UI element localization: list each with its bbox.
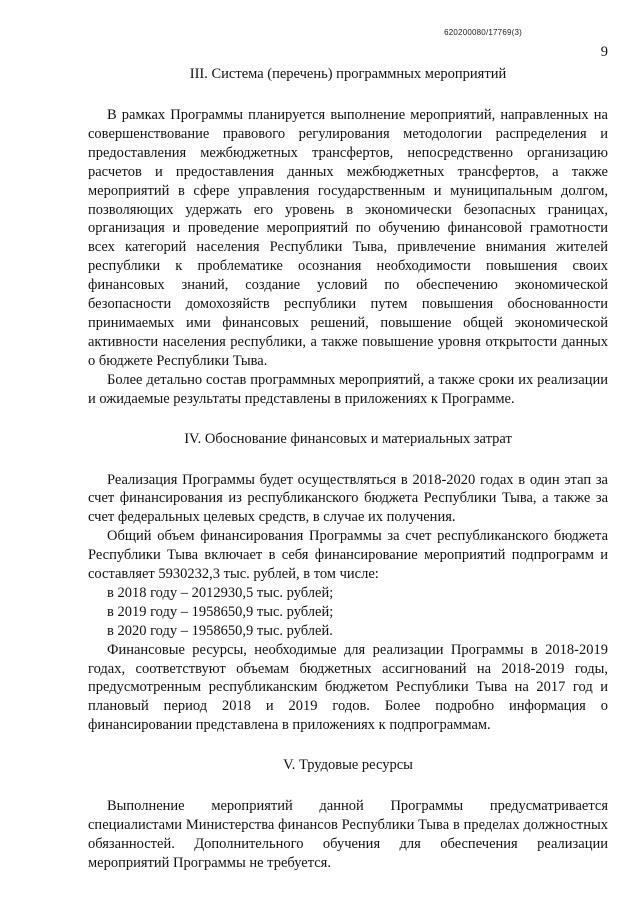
funding-2018-line: в 2018 году – 2012930,5 тыс. рублей; (107, 584, 334, 601)
section-3-title: III. Система (перечень) программных мероприятий (189, 66, 507, 82)
section-5-paragraph-1: Выполнение мероприятий данной Программы предусматривается специалистами Министерства финансов Республики Тыва в пределах должностных обязанностей. Дополнительного обучения для обеспечения реализации мероприятий Программы не требуется. (88, 798, 608, 871)
section-4-paragraph-3: Финансовые ресурсы, необходимые для реализации Программы в 2018-2019 годах, соответствуют объемам бюджетных ассигнований на 2018-2019 годы, предусмотренным республиканским бюджетом Республики Тыва на 2017 год и плановый период 2018 и 2019 годов. Более подробно информация о финансировании представлена в приложениях к подпрограммам. (88, 641, 608, 734)
section-4-paragraph-1: Реализация Программы будет осуществляться в 2018-2020 годах в один этап за счет финансирования из республиканского бюджета Республики Тыва, а также за счет федеральных целевых средств, в случае их получения. (88, 471, 608, 526)
page-content (88, 64, 608, 873)
funding-2019-line: в 2019 году – 1958650,9 тыс. рублей; (107, 603, 334, 620)
section-3-paragraph-1: В рамках Программы планируется выполнение мероприятий, направленных на совершенствование правового регулирования методологии распределения и предоставления межбюджетных трансфертов, непосредственно организацию расчетов и предоставления данных межбюджетных трансфертов, а также мероприятий в сфере управления государственным и муниципальным долгом, позволяющих удержать его уровень в экономически безопасных границах, организация и проведение мероприятий по обучению финансовой грамотности всех категорий населения Республики Тыва, привлечение внимания жителей республики к проблематике осознания необходимости повышения своих финансовых знаний, создание условий по обеспечению экономической безопасности домохозяйств республики путем повышения обоснованности принимаемых ими финансовых решений, повышение общей экономической активности населения республики, а также повышение уровня открытости данных о бюджете Республики Тыва. (88, 107, 608, 369)
section-4-paragraph-2: Общий объем финансирования Программы за счет республиканского бюджета Республики Тыва включает в себя финансирование мероприятий подпрограмм и составляет 5930232,3 тыс. рублей, в том числе: (88, 528, 608, 583)
page-number: 9 (600, 44, 608, 60)
section-3-paragraph-2: Более детально состав программных мероприятий, а также сроки их реализации и ожидаемые результаты представлены в приложениях к Программе. (88, 371, 608, 407)
funding-2020-line: в 2020 году – 1958650,9 тыс. рублей. (107, 622, 333, 639)
section-5-title: V. Трудовые ресурсы (283, 757, 413, 774)
document-id: 620200080/17769(3) (444, 28, 522, 37)
section-4-title: IV. Обоснование финансовых и материальных затрат (184, 430, 512, 447)
